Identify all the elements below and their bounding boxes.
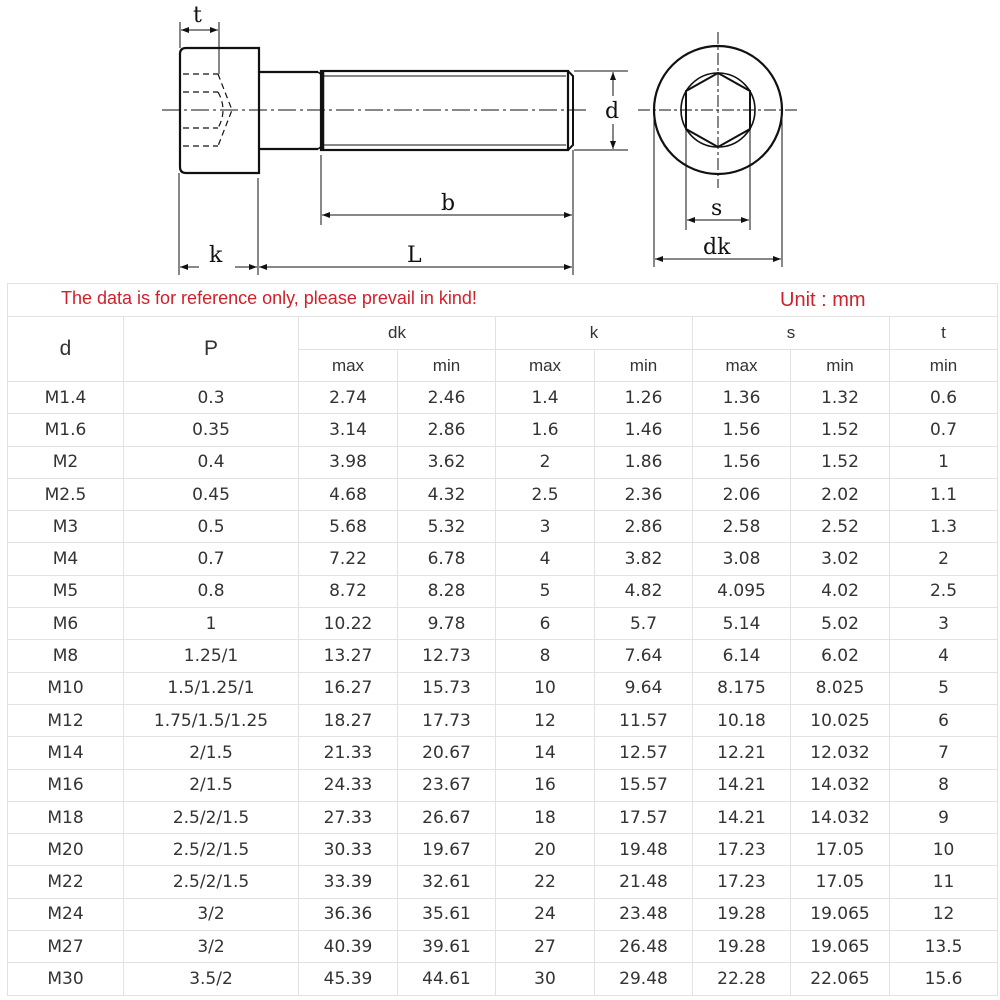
table-row (8, 640, 998, 672)
cell-dk-min: 2.46 (398, 382, 496, 414)
cell-s-min: 19.065 (791, 898, 890, 930)
cell-dk-min: 39.61 (398, 931, 496, 963)
cell-k-min: 19.48 (595, 834, 693, 866)
cell-d: M4 (8, 543, 124, 575)
cell-t-min: 8 (890, 769, 998, 801)
cell-k-max: 27 (496, 931, 595, 963)
cell-k-min: 29.48 (595, 963, 693, 995)
table-row (8, 931, 998, 963)
cell-dk-min: 26.67 (398, 801, 496, 833)
header-row-1 (8, 317, 998, 350)
cell-p: 3.5/2 (124, 963, 299, 995)
cell-dk-min: 8.28 (398, 575, 496, 607)
cell-dk-max: 3.98 (299, 446, 398, 478)
cell-s-min: 19.065 (791, 931, 890, 963)
table-row (8, 866, 998, 898)
cell-s-max: 1.36 (693, 382, 791, 414)
cell-t-min: 13.5 (890, 931, 998, 963)
reference-note: The data is for reference only, please prevail in kind! (61, 288, 477, 308)
cell-d: M20 (8, 834, 124, 866)
cell-k-min: 26.48 (595, 931, 693, 963)
cell-k-max: 22 (496, 866, 595, 898)
header-k-min: min (595, 350, 693, 382)
cell-k-min: 11.57 (595, 704, 693, 736)
cell-k-min: 15.57 (595, 769, 693, 801)
cell-p: 0.45 (124, 478, 299, 510)
cell-k-min: 7.64 (595, 640, 693, 672)
header-s-min: min (791, 350, 890, 382)
cell-k-min: 2.86 (595, 511, 693, 543)
cell-t-min: 12 (890, 898, 998, 930)
cell-d: M12 (8, 704, 124, 736)
cell-d: M1.6 (8, 414, 124, 446)
cell-t-min: 0.7 (890, 414, 998, 446)
cell-k-max: 2 (496, 446, 595, 478)
cell-dk-min: 44.61 (398, 963, 496, 995)
cell-p: 1.75/1.5/1.25 (124, 704, 299, 736)
table-row (8, 575, 998, 607)
cell-p: 0.4 (124, 446, 299, 478)
cell-dk-max: 7.22 (299, 543, 398, 575)
cell-k-max: 12 (496, 704, 595, 736)
cell-s-max: 14.21 (693, 769, 791, 801)
cell-k-max: 18 (496, 801, 595, 833)
cell-t-min: 1.3 (890, 511, 998, 543)
cell-d: M24 (8, 898, 124, 930)
cell-s-min: 22.065 (791, 963, 890, 995)
table-row (8, 608, 998, 640)
cell-s-min: 17.05 (791, 866, 890, 898)
cell-dk-min: 9.78 (398, 608, 496, 640)
cell-dk-min: 17.73 (398, 704, 496, 736)
table-row (8, 478, 998, 510)
cell-s-min: 1.52 (791, 414, 890, 446)
cell-dk-max: 18.27 (299, 704, 398, 736)
cell-p: 2/1.5 (124, 737, 299, 769)
label-t: t (193, 3, 202, 28)
cell-d: M22 (8, 866, 124, 898)
cell-d: M18 (8, 801, 124, 833)
cell-k-min: 21.48 (595, 866, 693, 898)
cell-s-min: 14.032 (791, 801, 890, 833)
cell-d: M6 (8, 608, 124, 640)
cell-s-max: 14.21 (693, 801, 791, 833)
cell-s-min: 1.52 (791, 446, 890, 478)
cell-dk-max: 5.68 (299, 511, 398, 543)
cell-dk-max: 10.22 (299, 608, 398, 640)
cell-t-min: 0.6 (890, 382, 998, 414)
cell-k-min: 1.26 (595, 382, 693, 414)
cell-s-max: 8.175 (693, 672, 791, 704)
cell-p: 2.5/2/1.5 (124, 801, 299, 833)
cell-t-min: 2.5 (890, 575, 998, 607)
cell-k-max: 24 (496, 898, 595, 930)
side-view (162, 22, 628, 275)
cell-p: 3/2 (124, 898, 299, 930)
header-t: t (890, 317, 998, 350)
cell-dk-max: 24.33 (299, 769, 398, 801)
table-row (8, 414, 998, 446)
cell-k-max: 16 (496, 769, 595, 801)
cell-dk-max: 2.74 (299, 382, 398, 414)
cell-k-max: 2.5 (496, 478, 595, 510)
cell-s-min: 12.032 (791, 737, 890, 769)
cell-s-max: 17.23 (693, 866, 791, 898)
cell-p: 3/2 (124, 931, 299, 963)
cell-t-min: 7 (890, 737, 998, 769)
cell-s-max: 5.14 (693, 608, 791, 640)
cell-dk-min: 6.78 (398, 543, 496, 575)
label-s: s (711, 196, 723, 221)
cell-d: M16 (8, 769, 124, 801)
cell-dk-max: 13.27 (299, 640, 398, 672)
cell-k-max: 14 (496, 737, 595, 769)
cell-s-max: 3.08 (693, 543, 791, 575)
cell-dk-max: 3.14 (299, 414, 398, 446)
cell-s-min: 10.025 (791, 704, 890, 736)
cell-dk-max: 8.72 (299, 575, 398, 607)
cell-k-min: 23.48 (595, 898, 693, 930)
cell-k-max: 5 (496, 575, 595, 607)
cell-k-max: 1.6 (496, 414, 595, 446)
table-row (8, 963, 998, 995)
cell-s-min: 3.02 (791, 543, 890, 575)
cell-t-min: 9 (890, 801, 998, 833)
header-s-max: max (693, 350, 791, 382)
header-t-min: min (890, 350, 998, 382)
cell-dk-max: 45.39 (299, 963, 398, 995)
cell-s-max: 19.28 (693, 898, 791, 930)
table-row (8, 704, 998, 736)
table-row (8, 801, 998, 833)
header-dk: dk (299, 317, 496, 350)
cell-s-max: 22.28 (693, 963, 791, 995)
cell-p: 1.5/1.25/1 (124, 672, 299, 704)
cell-s-min: 8.025 (791, 672, 890, 704)
cell-k-max: 3 (496, 511, 595, 543)
cell-p: 2.5/2/1.5 (124, 834, 299, 866)
cell-s-max: 1.56 (693, 446, 791, 478)
cell-p: 1.25/1 (124, 640, 299, 672)
cell-dk-max: 21.33 (299, 737, 398, 769)
cell-k-min: 17.57 (595, 801, 693, 833)
cell-d: M2.5 (8, 478, 124, 510)
cell-k-min: 3.82 (595, 543, 693, 575)
cell-d: M1.4 (8, 382, 124, 414)
cell-dk-min: 35.61 (398, 898, 496, 930)
caption-row (8, 284, 998, 317)
cell-p: 0.8 (124, 575, 299, 607)
cell-d: M27 (8, 931, 124, 963)
cell-s-max: 19.28 (693, 931, 791, 963)
header-d: d (8, 317, 124, 382)
cell-s-min: 1.32 (791, 382, 890, 414)
cell-k-min: 9.64 (595, 672, 693, 704)
top-view (638, 32, 798, 267)
cell-s-min: 17.05 (791, 834, 890, 866)
header-k-max: max (496, 350, 595, 382)
label-d: d (605, 99, 620, 124)
cell-s-min: 14.032 (791, 769, 890, 801)
cell-s-min: 4.02 (791, 575, 890, 607)
table-row (8, 543, 998, 575)
label-b: b (441, 191, 456, 216)
cell-s-max: 1.56 (693, 414, 791, 446)
cell-s-max: 10.18 (693, 704, 791, 736)
cell-t-min: 5 (890, 672, 998, 704)
cell-s-min: 6.02 (791, 640, 890, 672)
table-row (8, 834, 998, 866)
cell-p: 2/1.5 (124, 769, 299, 801)
cell-t-min: 2 (890, 543, 998, 575)
cell-s-max: 2.58 (693, 511, 791, 543)
header-s: s (693, 317, 890, 350)
cell-t-min: 4 (890, 640, 998, 672)
cell-p: 0.7 (124, 543, 299, 575)
cell-d: M10 (8, 672, 124, 704)
cell-k-max: 6 (496, 608, 595, 640)
cell-dk-min: 4.32 (398, 478, 496, 510)
cell-t-min: 3 (890, 608, 998, 640)
cell-k-min: 2.36 (595, 478, 693, 510)
cell-s-max: 2.06 (693, 478, 791, 510)
cell-k-min: 1.46 (595, 414, 693, 446)
cell-k-max: 4 (496, 543, 595, 575)
cell-k-max: 1.4 (496, 382, 595, 414)
cell-k-max: 8 (496, 640, 595, 672)
cell-dk-max: 36.36 (299, 898, 398, 930)
cell-k-max: 20 (496, 834, 595, 866)
cell-dk-min: 3.62 (398, 446, 496, 478)
label-L: L (407, 243, 422, 268)
cell-k-max: 30 (496, 963, 595, 995)
cell-s-min: 5.02 (791, 608, 890, 640)
table-row (8, 737, 998, 769)
cell-dk-max: 30.33 (299, 834, 398, 866)
cell-t-min: 1.1 (890, 478, 998, 510)
cell-d: M5 (8, 575, 124, 607)
cell-s-min: 2.52 (791, 511, 890, 543)
cell-d: M8 (8, 640, 124, 672)
cell-dk-max: 4.68 (299, 478, 398, 510)
cell-k-min: 12.57 (595, 737, 693, 769)
cell-d: M30 (8, 963, 124, 995)
cell-dk-min: 15.73 (398, 672, 496, 704)
cell-k-min: 1.86 (595, 446, 693, 478)
cell-k-max: 10 (496, 672, 595, 704)
cell-p: 0.5 (124, 511, 299, 543)
unit-label: Unit : mm (780, 289, 866, 311)
cell-s-max: 4.095 (693, 575, 791, 607)
cell-dk-min: 5.32 (398, 511, 496, 543)
screw-technical-drawing (0, 0, 1000, 282)
screw-dimension-table (7, 283, 998, 996)
table-row (8, 446, 998, 478)
cell-t-min: 1 (890, 446, 998, 478)
cell-dk-min: 19.67 (398, 834, 496, 866)
cell-d: M3 (8, 511, 124, 543)
cell-dk-min: 2.86 (398, 414, 496, 446)
cell-k-min: 4.82 (595, 575, 693, 607)
cell-t-min: 15.6 (890, 963, 998, 995)
cell-s-max: 17.23 (693, 834, 791, 866)
cell-k-min: 5.7 (595, 608, 693, 640)
cell-t-min: 6 (890, 704, 998, 736)
table-row (8, 898, 998, 930)
cell-d: M2 (8, 446, 124, 478)
cell-dk-min: 12.73 (398, 640, 496, 672)
label-dk: dk (703, 235, 731, 260)
table-row (8, 382, 998, 414)
cell-t-min: 10 (890, 834, 998, 866)
cell-dk-max: 27.33 (299, 801, 398, 833)
table-row (8, 672, 998, 704)
header-k: k (496, 317, 693, 350)
cell-s-max: 12.21 (693, 737, 791, 769)
cell-dk-min: 23.67 (398, 769, 496, 801)
header-dk-min: min (398, 350, 496, 382)
cell-d: M14 (8, 737, 124, 769)
cell-dk-max: 33.39 (299, 866, 398, 898)
table-row (8, 511, 998, 543)
cell-dk-max: 40.39 (299, 931, 398, 963)
cell-s-min: 2.02 (791, 478, 890, 510)
cell-dk-max: 16.27 (299, 672, 398, 704)
header-dk-max: max (299, 350, 398, 382)
cell-p: 0.3 (124, 382, 299, 414)
label-k: k (209, 243, 223, 268)
cell-dk-min: 32.61 (398, 866, 496, 898)
cell-p: 2.5/2/1.5 (124, 866, 299, 898)
cell-t-min: 11 (890, 866, 998, 898)
cell-p: 0.35 (124, 414, 299, 446)
header-P: P (124, 317, 299, 382)
cell-dk-min: 20.67 (398, 737, 496, 769)
cell-p: 1 (124, 608, 299, 640)
table-row (8, 769, 998, 801)
cell-s-max: 6.14 (693, 640, 791, 672)
